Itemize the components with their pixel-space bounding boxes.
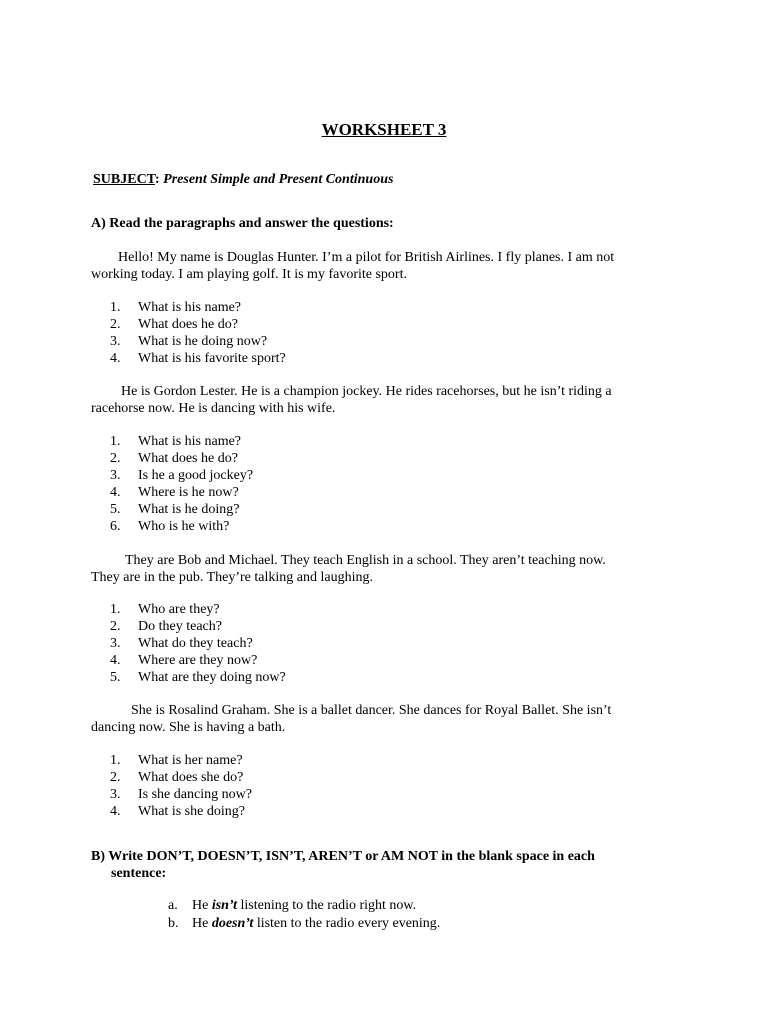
list-item [110, 501, 253, 518]
question-number: 4. [110, 485, 121, 500]
list-item [110, 299, 286, 316]
question-number: 2. [110, 317, 121, 332]
list-item [110, 484, 253, 501]
question-number: 3. [110, 468, 121, 483]
question-number: 1. [110, 300, 121, 315]
section-a-heading: A) Read the paragraphs and answer the questions: [91, 216, 394, 231]
subject-value: Present Simple and Present Continuous [163, 172, 394, 187]
paragraph-line: working today. I am playing golf. It is my favorite sport. [91, 267, 407, 282]
subject-line [93, 171, 393, 188]
section-b-heading [91, 848, 691, 882]
question-list-2 [110, 433, 253, 535]
paragraph-line: racehorse now. He is dancing with his wife. [91, 401, 336, 416]
subject-label: SUBJECT [93, 172, 155, 187]
list-item [110, 769, 252, 786]
question-number: 5. [110, 670, 121, 685]
list-item [110, 752, 252, 769]
paragraph-4 [91, 702, 681, 736]
question-list-3 [110, 601, 286, 686]
list-item [168, 915, 440, 933]
question-number: 2. [110, 619, 121, 634]
list-item [110, 467, 253, 484]
question-text: What does she do? [138, 770, 244, 785]
example-letter: a. [168, 898, 178, 913]
list-item [110, 803, 252, 820]
question-number: 4. [110, 351, 121, 366]
list-item [110, 669, 286, 686]
question-text: Is she dancing now? [138, 787, 252, 802]
question-number: 6. [110, 519, 121, 534]
question-text: Is he a good jockey? [138, 468, 254, 483]
question-number: 4. [110, 804, 121, 819]
question-text: Where are they now? [138, 653, 258, 668]
paragraph-line: She is Rosalind Graham. She is a ballet dancer. She dances for Royal Ballet. She isn’t [131, 703, 612, 718]
question-text: What is she doing? [138, 804, 245, 819]
question-number: 1. [110, 753, 121, 768]
list-item [110, 786, 252, 803]
section-b-heading-line: B) Write DON’T, DOESN’T, ISN’T, AREN’T or AM NOT in the blank space in each [91, 849, 595, 864]
list-item [110, 635, 286, 652]
list-item [110, 618, 286, 635]
section-b-heading-line: sentence: [111, 866, 167, 881]
question-text: Do they teach? [138, 619, 222, 634]
example-pre: He [192, 898, 212, 913]
question-text: What does he do? [138, 317, 238, 332]
question-text: What are they doing now? [138, 670, 286, 685]
list-item [110, 316, 286, 333]
subject-colon: : [154, 172, 160, 187]
question-number: 1. [110, 602, 121, 617]
example-pre: He [192, 916, 212, 931]
paragraph-1 [91, 249, 681, 283]
question-text: What does he do? [138, 451, 238, 466]
question-number: 1. [110, 434, 121, 449]
question-text: Who are they? [138, 602, 220, 617]
paragraph-line: He is Gordon Lester. He is a champion jockey. He rides racehorses, but he isn’t riding a [121, 384, 612, 399]
question-text: What is his favorite sport? [138, 351, 286, 366]
paragraph-line: dancing now. She is having a bath. [91, 720, 286, 735]
question-text: What is he doing now? [138, 334, 268, 349]
paragraph-line: They are Bob and Michael. They teach English in a school. They aren’t teaching now. [125, 553, 606, 568]
question-number: 2. [110, 451, 121, 466]
question-list-1 [110, 299, 286, 367]
list-item [110, 333, 286, 350]
question-text: What is her name? [138, 753, 243, 768]
question-text: What is he doing? [138, 502, 240, 517]
question-number: 3. [110, 334, 121, 349]
list-item [110, 433, 253, 450]
paragraph-line: Hello! My name is Douglas Hunter. I’m a pilot for British Airlines. I fly planes. I am not [118, 250, 615, 265]
question-text: Who is he with? [138, 519, 230, 534]
paragraph-line: They are in the pub. They’re talking and laughing. [91, 570, 373, 585]
example-list [168, 897, 440, 933]
page-title: WORKSHEET 3 [321, 120, 447, 139]
question-number: 2. [110, 770, 121, 785]
question-text: Where is he now? [138, 485, 239, 500]
list-item [110, 350, 286, 367]
paragraph-2 [91, 383, 681, 417]
list-item [110, 601, 286, 618]
list-item [168, 897, 440, 915]
question-text: What do they teach? [138, 636, 253, 651]
example-letter: b. [168, 916, 179, 931]
question-number: 5. [110, 502, 121, 517]
list-item [110, 518, 253, 535]
question-number: 3. [110, 636, 121, 651]
question-text: What is his name? [138, 300, 242, 315]
list-item [110, 652, 286, 669]
example-post: listen to the radio every evening. [253, 916, 441, 931]
example-answer: isn’t [211, 898, 237, 913]
question-list-4 [110, 752, 252, 820]
question-number: 3. [110, 787, 121, 802]
question-number: 4. [110, 653, 121, 668]
question-text: What is his name? [138, 434, 242, 449]
paragraph-3 [91, 552, 681, 586]
example-post: listening to the radio right now. [236, 898, 417, 913]
example-answer: doesn’t [211, 916, 254, 931]
list-item [110, 450, 253, 467]
